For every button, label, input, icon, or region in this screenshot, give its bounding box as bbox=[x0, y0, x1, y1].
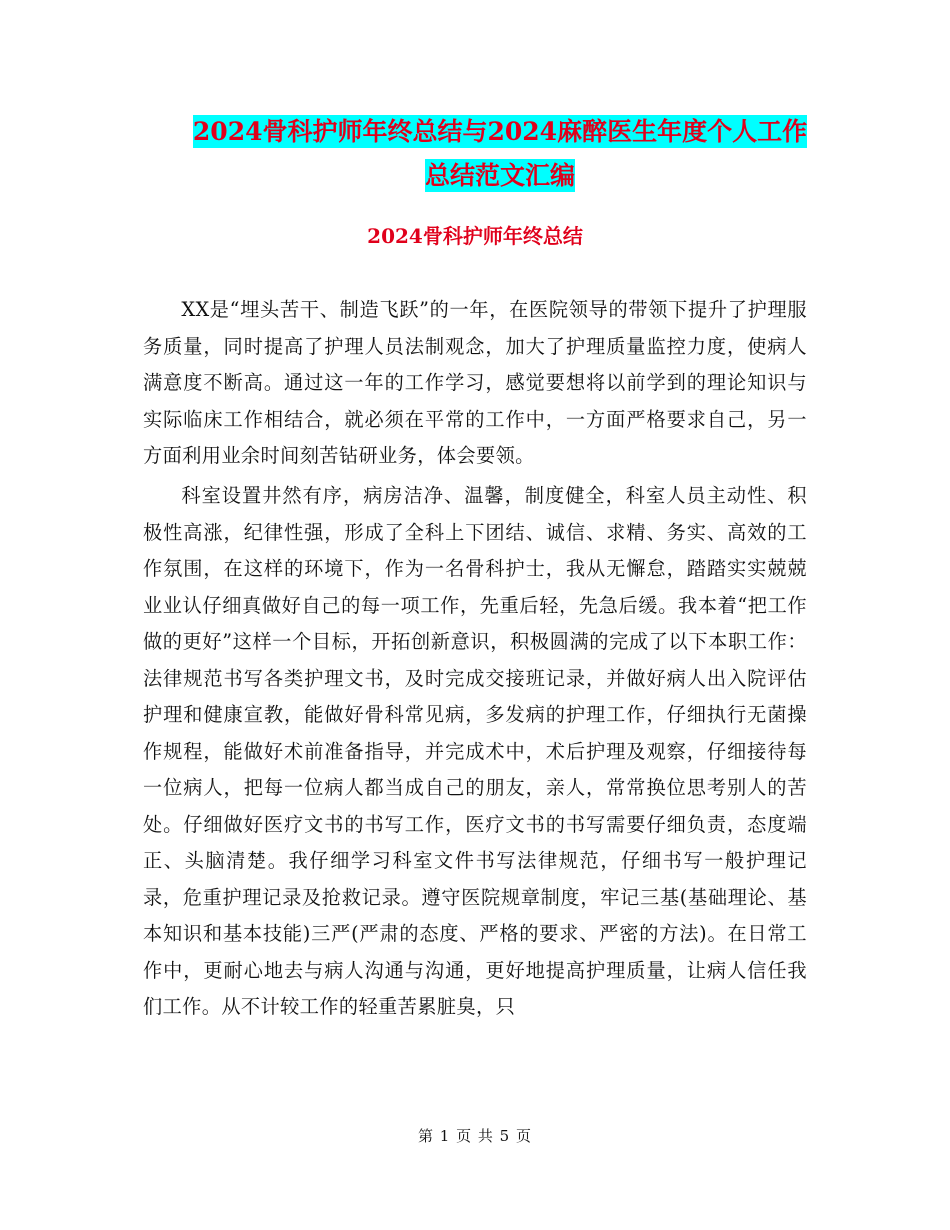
document-title-line-2: 总结范文汇编 bbox=[424, 161, 575, 190]
paragraph-1: XX是“埋头苦干、制造飞跃”的一年，在医院领导的带领下提升了护理服务质量，同时提高了护理人员法制观念，加大了护理质量监控力度，使病人满意度不断高。通过这一年的工作学习，感觉要想将以前学到的理论知识与实际临床工作相结合，就必须在平常的工作中，一方面严格要求自己，另一方面利用业余时间刻苦钻研业务，体会要领。 bbox=[143, 298, 807, 467]
document-title-line-1: 2024骨科护师年终总结与2024麻醉医生年度个人工作 bbox=[192, 117, 808, 146]
document-body bbox=[143, 292, 807, 1029]
document-title bbox=[140, 110, 860, 198]
paragraph-2: 科室设置井然有序，病房洁净、温馨，制度健全，科室人员主动性、积极性高涨，纪律性强，形成了全科上下团结、诚信、求精、务实、高效的工作氛围，在这样的环境下，作为一名骨科护士，我从无懈怠，踏踏实实兢兢业业认仔细真做好自己的每一项工作，先重后轻，先急后缓。我本着“把工作做的更好”这样一个目标，开拓创新意识，积极圆满的完成了以下本职工作：法律规范书写各类护理文书，及时完成交接班记录，并做好病人出入院评估护理和健康宣教，能做好骨科常见病，多发病的护理工作，仔细执行无菌操作规程，能做好术前准备指导，并完成术中，术后护理及观察，仔细接待每一位病人，把每一位病人都当成自己的朋友，亲人，常常换位思考别人的苦处。仔细做好医疗文书的书写工作，医疗文书的书写需要仔细负责，态度端正、头脑清楚。我仔细学习科室文件书写法律规范，仔细书写一般护理记录，危重护理记录及抢救记录。遵守医院规章制度，牢记三基(基础理论、基本知识和基本技能)三严(严肃的态度、严格的要求、严密的方法)。在日常工作中，更耐心地去与病人沟通与沟通，更好地提高护理质量，让病人信任我们工作。从不计较工作的轻重苦累脏臭，只 bbox=[143, 484, 807, 1018]
section-title: 2024骨科护师年终总结 bbox=[367, 224, 583, 248]
page-number-footer: 第 1 页 共 5 页 bbox=[418, 1127, 532, 1145]
